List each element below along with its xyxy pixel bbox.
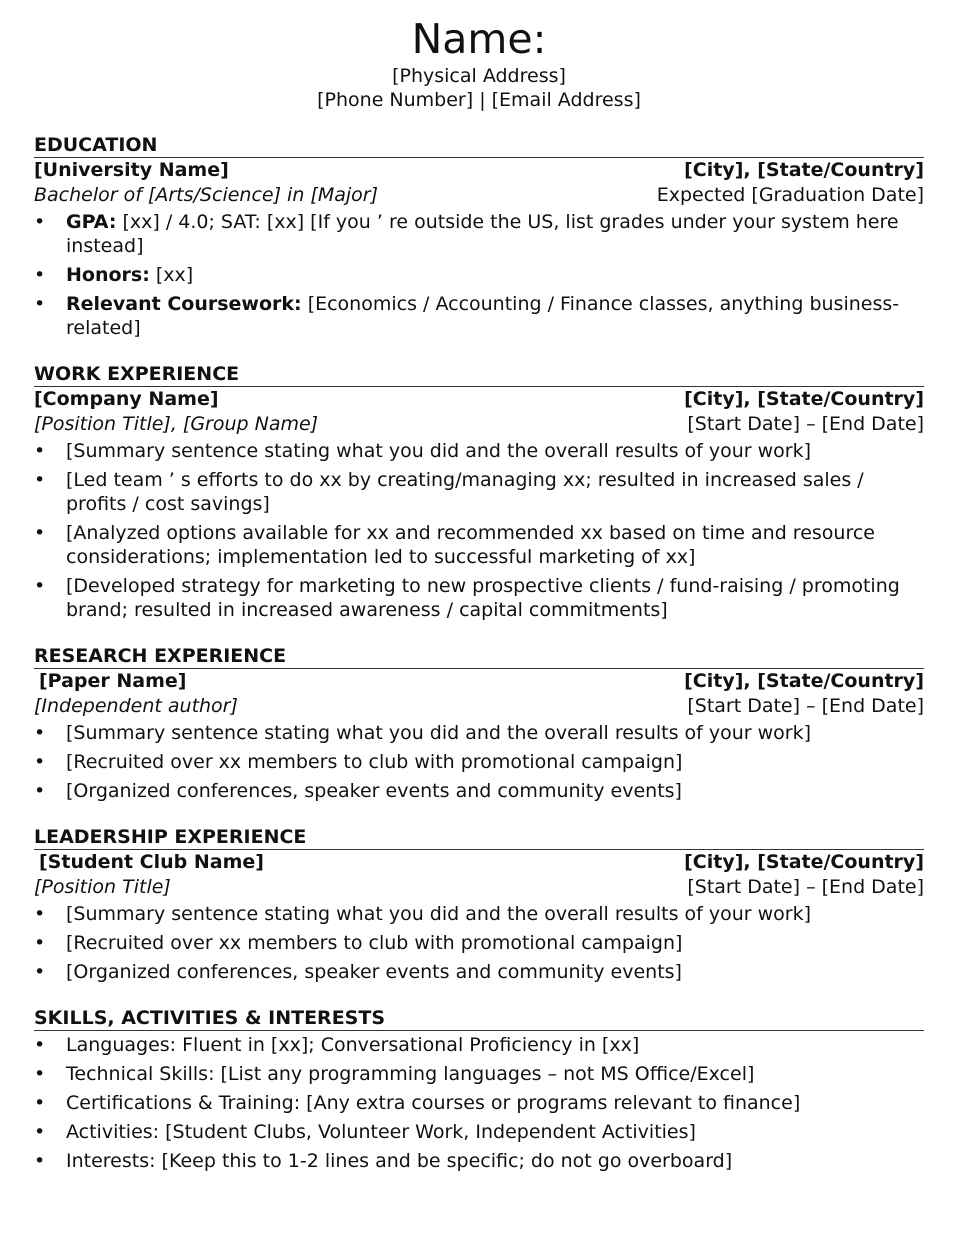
list-item: [34, 292, 924, 340]
work-position: [Position Title], [Group Name]: [34, 413, 319, 435]
work-bullets: [34, 439, 924, 622]
gpa-label: GPA:: [66, 211, 117, 233]
work-company-row: [34, 387, 924, 412]
graduation-date: Expected [Graduation Date]: [656, 184, 924, 206]
research-title: RESEARCH EXPERIENCE: [34, 645, 924, 669]
leadership-section: [34, 826, 924, 984]
list-item: • [Recruited over xx members to club with promotional campaign]: [34, 931, 924, 955]
leadership-club-row: [34, 850, 924, 875]
company-name: [Company Name]: [34, 388, 219, 410]
list-item: • Activities: [Student Clubs, Volunteer Work, Independent Activities]: [34, 1120, 924, 1144]
work-title: WORK EXPERIENCE: [34, 363, 924, 387]
candidate-name: Name:: [411, 15, 547, 63]
leadership-dates: [Start Date] – [End Date]: [687, 876, 924, 898]
list-item: • Languages: Fluent in [xx]; Conversational Proficiency in [xx]: [34, 1033, 924, 1057]
paper-name: [Paper Name]: [39, 670, 187, 692]
coursework-text: [Economics / Accounting / Finance classes, anything business-related]: [66, 293, 900, 339]
honors-text: [xx]: [149, 264, 194, 286]
list-item: • [Led team ’ s efforts to do xx by creating/managing xx; resulted in increased sales / profits / cost savings]: [34, 468, 924, 516]
leadership-location: [City], [State/Country]: [684, 851, 924, 873]
list-item: • Interests: [Keep this to 1-2 lines and be specific; do not go overboard]: [34, 1149, 924, 1173]
leadership-bullets: [34, 902, 924, 984]
list-item: [34, 210, 924, 258]
leadership-position-row: [34, 875, 924, 900]
skills-title: SKILLS, ACTIVITIES & INTERESTS: [34, 1007, 924, 1031]
list-item: [34, 263, 924, 287]
skills-section: [34, 1007, 924, 1173]
list-item: • [Organized conferences, speaker events and community events]: [34, 960, 924, 984]
education-section: [34, 134, 924, 340]
education-bullets: [34, 210, 924, 340]
gpa-text: [xx] / 4.0; SAT: [xx] [If you ’ re outside the US, list grades under your system here instead]: [66, 211, 899, 257]
list-item: • [Recruited over xx members to club with promotional campaign]: [34, 750, 924, 774]
research-paper-row: [34, 669, 924, 694]
honors-label: Honors:: [66, 264, 150, 286]
education-school-row: [34, 158, 924, 183]
list-item: • [Analyzed options available for xx and recommended xx based on time and resource considerations; implementation led to successful marketing of xx]: [34, 521, 924, 569]
research-dates: [Start Date] – [End Date]: [687, 695, 924, 717]
work-position-row: [34, 412, 924, 437]
resume-header: [34, 14, 924, 112]
work-location: [City], [State/Country]: [684, 388, 924, 410]
research-section: [34, 645, 924, 803]
list-item: • [Organized conferences, speaker events and community events]: [34, 779, 924, 803]
research-role: [Independent author]: [34, 695, 238, 717]
club-name: [Student Club Name]: [39, 851, 264, 873]
coursework-label: Relevant Coursework:: [66, 293, 302, 315]
education-title: EDUCATION: [34, 134, 924, 158]
physical-address: [Physical Address]: [392, 65, 566, 87]
list-item: • [Summary sentence stating what you did and the overall results of your work]: [34, 439, 924, 463]
education-location: [City], [State/Country]: [684, 159, 924, 181]
phone-email: [Phone Number] | [Email Address]: [317, 89, 641, 111]
research-location: [City], [State/Country]: [684, 670, 924, 692]
education-degree-row: [34, 183, 924, 208]
list-item: • [Summary sentence stating what you did and the overall results of your work]: [34, 721, 924, 745]
list-item: • Certifications & Training: [Any extra courses or programs relevant to finance]: [34, 1091, 924, 1115]
research-role-row: [34, 694, 924, 719]
work-section: [34, 363, 924, 622]
leadership-title: LEADERSHIP EXPERIENCE: [34, 826, 924, 850]
resume-page: [34, 14, 924, 1178]
work-dates: [Start Date] – [End Date]: [687, 413, 924, 435]
research-bullets: [34, 721, 924, 803]
skills-bullets: [34, 1033, 924, 1173]
university-name: [University Name]: [34, 159, 229, 181]
list-item: • [Summary sentence stating what you did and the overall results of your work]: [34, 902, 924, 926]
degree: Bachelor of [Arts/Science] in [Major]: [34, 184, 378, 206]
list-item: • [Developed strategy for marketing to new prospective clients / fund-raising / promoting brand; resulted in increased awareness / capital commitments]: [34, 574, 924, 622]
leadership-position: [Position Title]: [34, 876, 171, 898]
list-item: • Technical Skills: [List any programming languages – not MS Office/Excel]: [34, 1062, 924, 1086]
